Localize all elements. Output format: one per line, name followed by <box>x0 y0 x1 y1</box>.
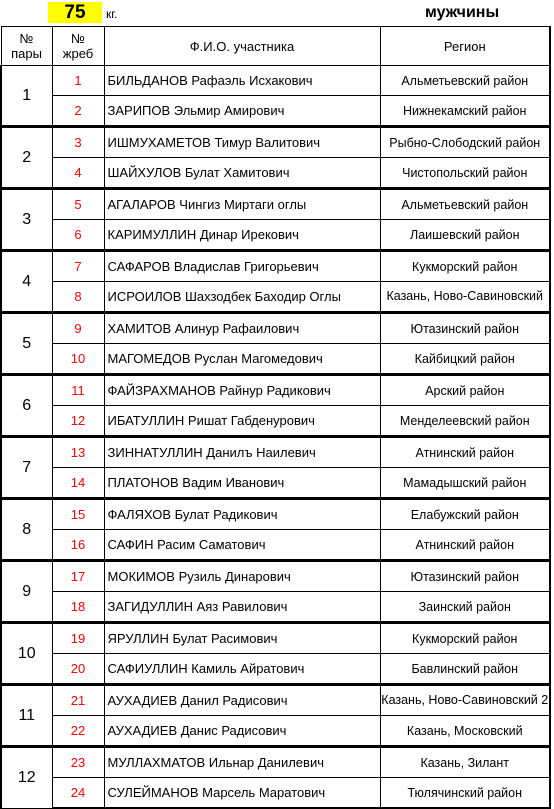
participant-name: ХАМИТОВ Алинур Рафаилович <box>104 313 380 344</box>
table-row <box>1 778 550 809</box>
draw-number: 14 <box>52 468 104 499</box>
participant-region: Казань, Ново-Савиновский 2 <box>380 685 550 716</box>
table-row <box>1 468 550 499</box>
table-row <box>1 561 550 592</box>
draw-number: 3 <box>52 127 104 158</box>
draw-number: 4 <box>52 158 104 189</box>
draw-number: 21 <box>52 685 104 716</box>
draw-number: 12 <box>52 406 104 437</box>
participant-region: Ютазинский район <box>380 561 550 592</box>
pair-number: 1 <box>1 66 52 127</box>
pair-number: 8 <box>1 499 52 561</box>
participant-region: Атнинский район <box>380 530 550 561</box>
draw-number: 2 <box>52 96 104 127</box>
draw-number: 8 <box>52 282 104 313</box>
weight-unit: кг. <box>106 7 118 21</box>
participant-name: МУЛЛАХМАТОВ Ильнар Данилевич <box>104 747 380 778</box>
table-row <box>1 437 550 468</box>
participant-region: Нижнекамский район <box>380 96 550 127</box>
participant-name: ПЛАТОНОВ Вадим Иванович <box>104 468 380 499</box>
participant-region: Кайбицкий район <box>380 344 550 375</box>
participant-region: Заинский район <box>380 592 550 623</box>
header-region: Регион <box>380 27 550 66</box>
participant-region: Тюлячинский район <box>380 778 550 809</box>
pair-number: 9 <box>1 561 52 623</box>
participant-region: Бавлинский район <box>380 654 550 685</box>
draw-number: 22 <box>52 716 104 747</box>
draw-number: 5 <box>52 189 104 220</box>
gender-label: мужчины <box>425 4 500 21</box>
participant-region: Рыбно-Слободский район <box>380 127 550 158</box>
participant-name: ЗИННАТУЛЛИН Данилъ Наилевич <box>104 437 380 468</box>
table-row <box>1 96 550 127</box>
pair-number: 7 <box>1 437 52 499</box>
draw-number: 17 <box>52 561 104 592</box>
draw-table <box>0 26 551 809</box>
draw-number: 11 <box>52 375 104 406</box>
table-row <box>1 406 550 437</box>
table-row <box>1 654 550 685</box>
participant-name: ЗАГИДУЛЛИН Аяз Равилович <box>104 592 380 623</box>
participant-name: ИШМУХАМЕТОВ Тимур Валитович <box>104 127 380 158</box>
draw-number: 10 <box>52 344 104 375</box>
table-header-row <box>1 27 550 66</box>
table-row <box>1 220 550 251</box>
draw-number: 13 <box>52 437 104 468</box>
pair-number: 5 <box>1 313 52 375</box>
table-row <box>1 530 550 561</box>
draw-number: 16 <box>52 530 104 561</box>
header-pair-number: № пары <box>1 27 52 66</box>
table-row <box>1 251 550 282</box>
participant-region: Мамадышский район <box>380 468 550 499</box>
draw-number: 9 <box>52 313 104 344</box>
pair-number: 4 <box>1 251 52 313</box>
participant-region: Елабужский район <box>380 499 550 530</box>
participant-region: Менделеевский район <box>380 406 550 437</box>
draw-number: 1 <box>52 66 104 96</box>
pair-number: 3 <box>1 189 52 251</box>
participant-name: ИСРОИЛОВ Шахзодбек Баходир Оглы <box>104 282 380 313</box>
participant-region: Альметьевский район <box>380 66 550 96</box>
table-row <box>1 189 550 220</box>
participant-region: Чистопольский район <box>380 158 550 189</box>
participant-name: ЯРУЛЛИН Булат Расимович <box>104 623 380 654</box>
pair-number: 6 <box>1 375 52 437</box>
table-row <box>1 66 550 96</box>
draw-number: 24 <box>52 778 104 809</box>
table-row <box>1 499 550 530</box>
pair-number: 12 <box>1 747 52 809</box>
table-row <box>1 313 550 344</box>
participant-name: СУЛЕЙМАНОВ Марсель Маратович <box>104 778 380 809</box>
table-row <box>1 747 550 778</box>
participant-name: АУХАДИЕВ Данис Радисович <box>104 716 380 747</box>
participant-name: АУХАДИЕВ Данил Радисович <box>104 685 380 716</box>
participant-region: Казань, Московский <box>380 716 550 747</box>
participant-region: Казань, Ново-Савиновский <box>380 282 550 313</box>
table-row <box>1 344 550 375</box>
participant-region: Арский район <box>380 375 550 406</box>
pair-number: 10 <box>1 623 52 685</box>
header-participant-name: Ф.И.О. участника <box>104 27 380 66</box>
participant-region: Казань, Зилант <box>380 747 550 778</box>
participant-region: Атнинский район <box>380 437 550 468</box>
draw-number: 19 <box>52 623 104 654</box>
participant-name: ШАЙХУЛОВ Булат Хамитович <box>104 158 380 189</box>
table-row <box>1 623 550 654</box>
draw-number: 6 <box>52 220 104 251</box>
participant-region: Ютазинский район <box>380 313 550 344</box>
pair-number: 2 <box>1 127 52 189</box>
weight-category: 75 <box>48 2 102 23</box>
participant-name: АГАЛАРОВ Чингиз Миртаги оглы <box>104 189 380 220</box>
participant-region: Альметьевский район <box>380 189 550 220</box>
participant-name: ФАЛЯХОВ Булат Радикович <box>104 499 380 530</box>
participant-name: МОКИМОВ Рузиль Динарович <box>104 561 380 592</box>
participant-name: ИБАТУЛЛИН Ришат Габденурович <box>104 406 380 437</box>
participant-name: САФИН Расим Саматович <box>104 530 380 561</box>
table-row <box>1 685 550 716</box>
header-draw-number: № жреб <box>52 27 104 66</box>
draw-number: 18 <box>52 592 104 623</box>
table-row <box>1 592 550 623</box>
participant-region: Кукморский район <box>380 251 550 282</box>
table-row <box>1 282 550 313</box>
draw-number: 15 <box>52 499 104 530</box>
table-row <box>1 716 550 747</box>
pair-number: 11 <box>1 685 52 747</box>
sheet-header <box>0 0 554 26</box>
participant-name: КАРИМУЛЛИН Динар Ирекович <box>104 220 380 251</box>
table-row <box>1 127 550 158</box>
draw-number: 23 <box>52 747 104 778</box>
participant-name: ЗАРИПОВ Эльмир Амирович <box>104 96 380 127</box>
draw-number: 7 <box>52 251 104 282</box>
draw-number: 20 <box>52 654 104 685</box>
participant-name: МАГОМЕДОВ Руслан Магомедович <box>104 344 380 375</box>
table-row <box>1 375 550 406</box>
participant-name: БИЛЬДАНОВ Рафаэль Исхакович <box>104 66 380 96</box>
participant-region: Кукморский район <box>380 623 550 654</box>
participant-name: САФАРОВ Владислав Григорьевич <box>104 251 380 282</box>
table-row <box>1 158 550 189</box>
participant-region: Лаишевский район <box>380 220 550 251</box>
participant-name: САФИУЛЛИН Камиль Айратович <box>104 654 380 685</box>
participant-name: ФАЙЗРАХМАНОВ Райнур Радикович <box>104 375 380 406</box>
